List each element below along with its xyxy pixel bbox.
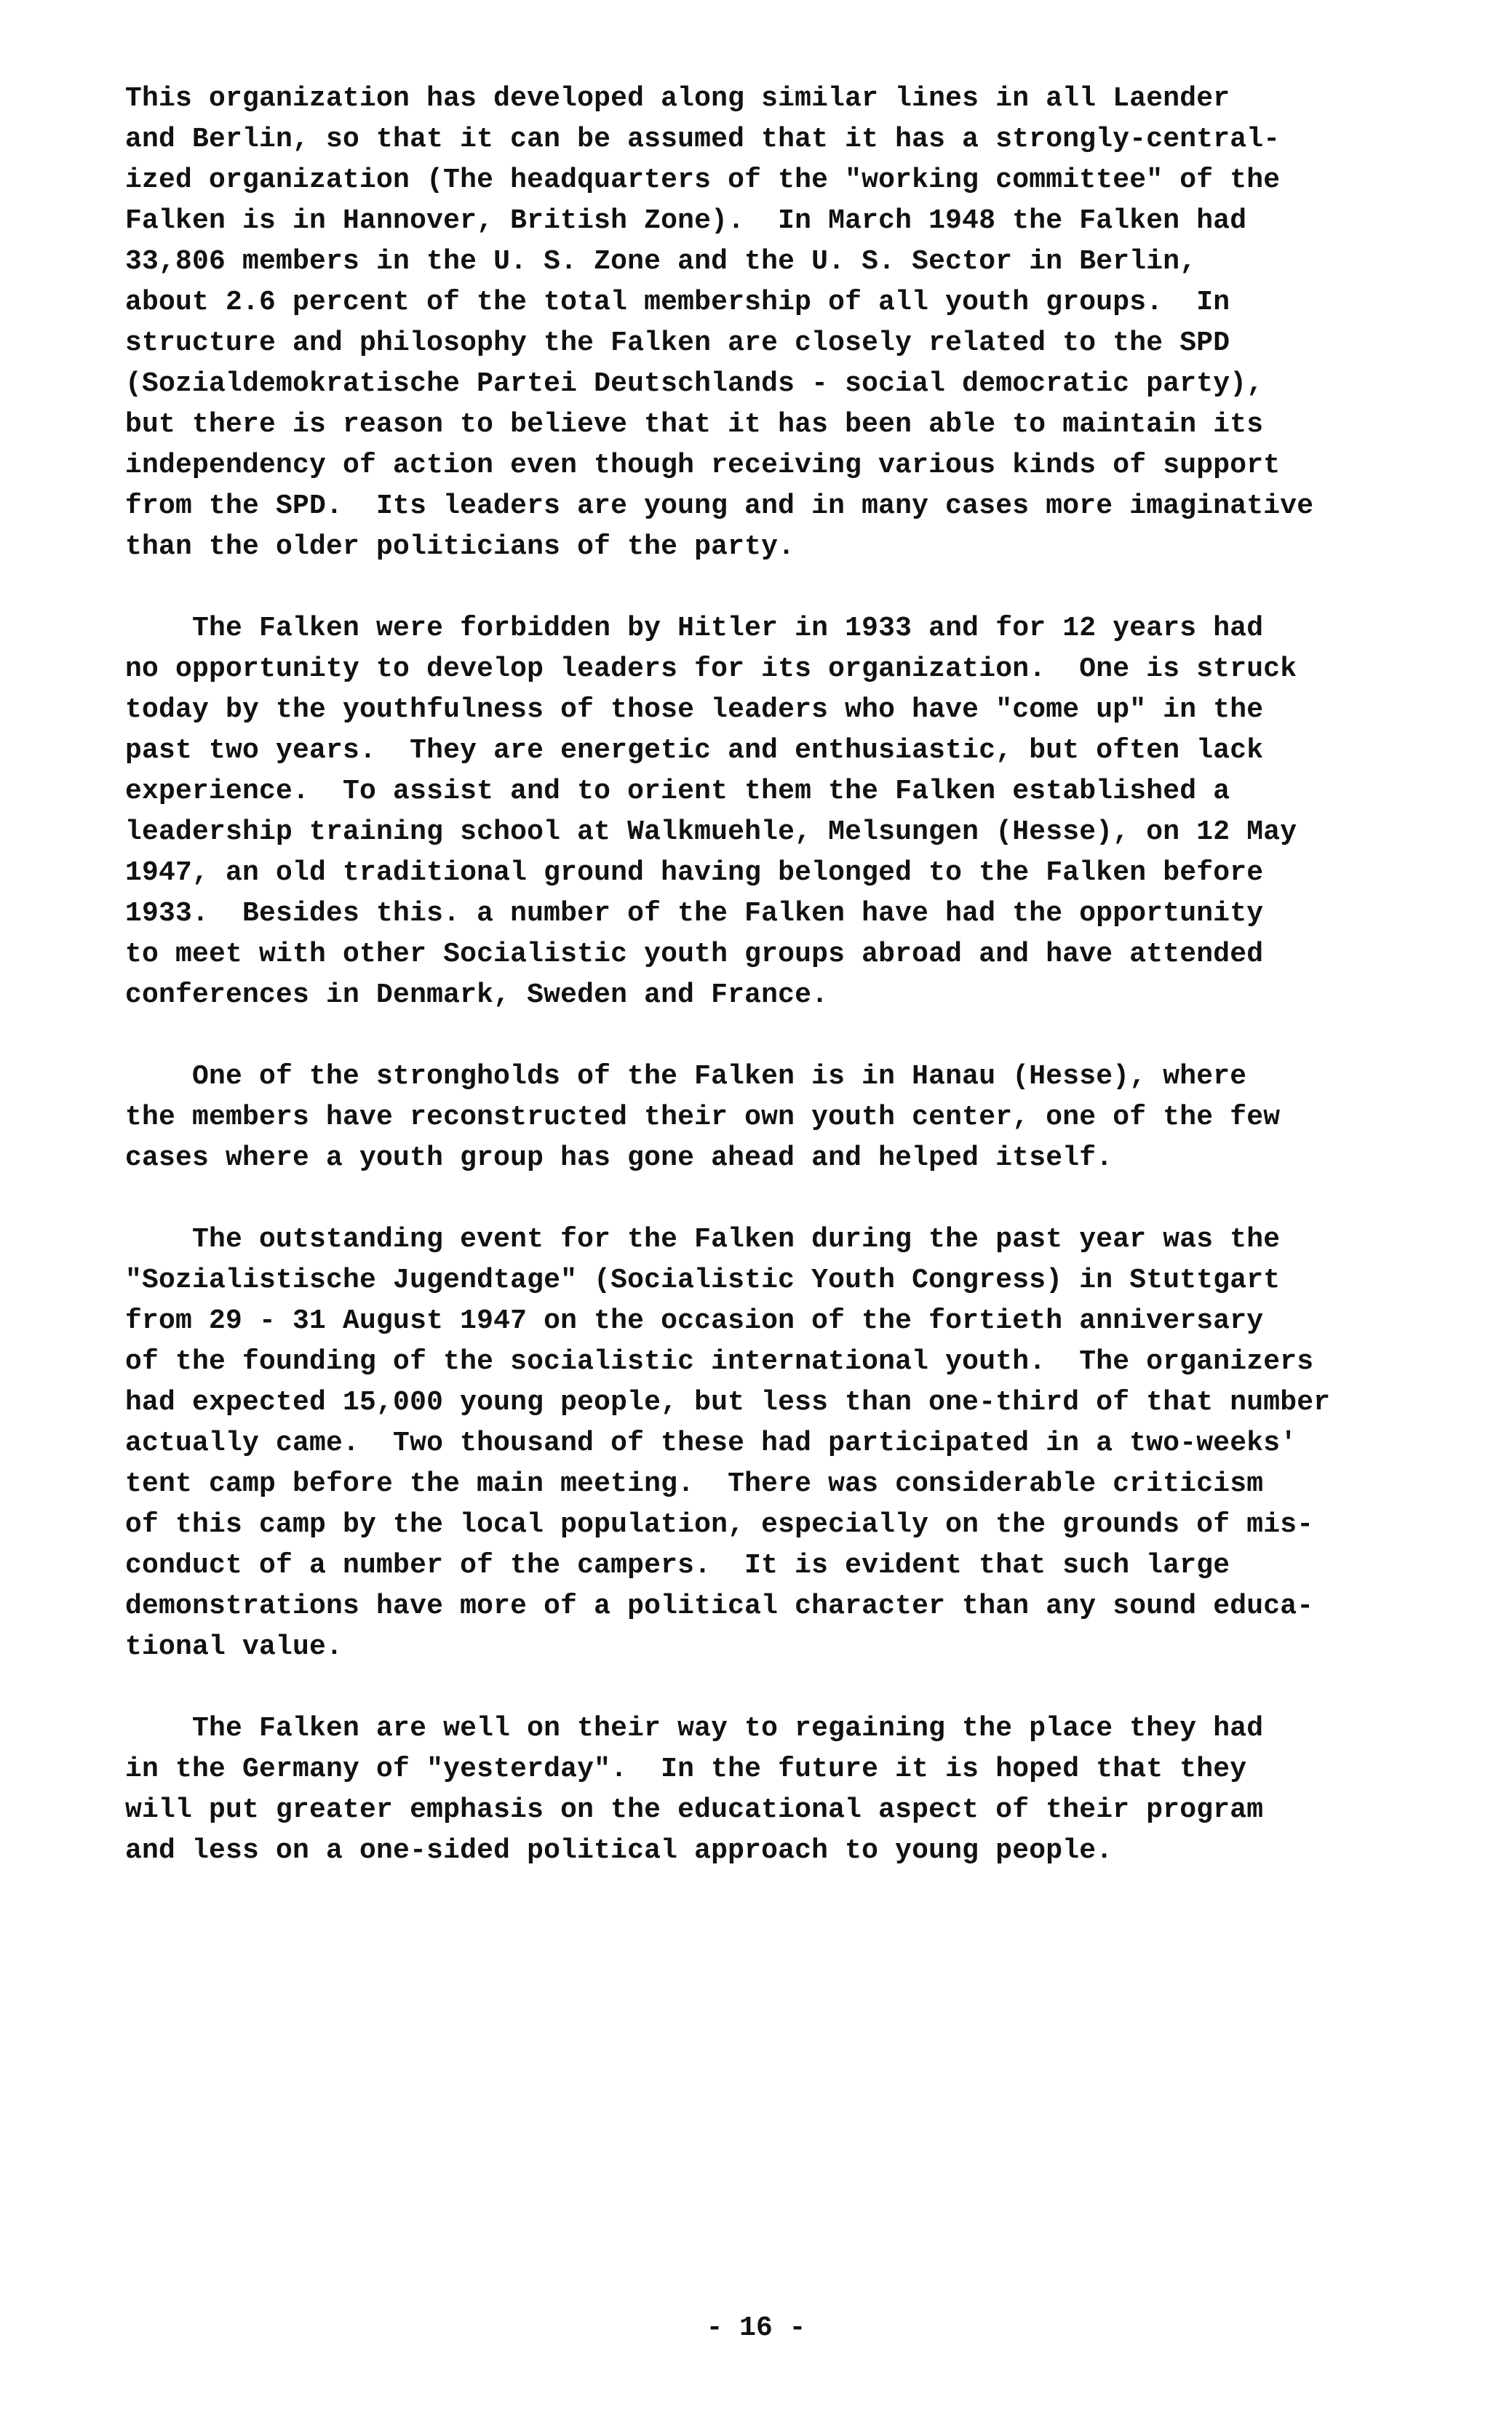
text-line: 1947, an old traditional ground having belonged to the Falken before	[125, 857, 1264, 888]
paragraph-1	[125, 79, 1420, 568]
text-line: conferences in Denmark, Sweden and France.	[125, 979, 829, 1011]
text-line: today by the youthfulness of those leaders who have "come up" in the	[125, 694, 1264, 725]
text-line: 33,806 members in the U. S. Zone and the U. S. Sector in Berlin,	[125, 246, 1197, 277]
text-line: One of the strongholds of the Falken is in Hanau (Hesse), where	[125, 1061, 1247, 1092]
paragraph-4	[125, 1220, 1420, 1668]
text-line: about 2.6 percent of the total membership of all youth groups. In	[125, 287, 1230, 318]
text-line: experience. To assist and to orient them the Falken established a	[125, 776, 1230, 807]
text-line: the members have reconstructed their own youth center, one of the few	[125, 1102, 1281, 1133]
text-line: tent camp before the main meeting. There was considerable criticism	[125, 1468, 1264, 1500]
text-line: This organization has developed along similar lines in all Laender	[125, 83, 1230, 114]
text-line: had expected 15,000 young people, but less than one-third of that number	[125, 1387, 1331, 1418]
text-line: independency of action even though receiving various kinds of support	[125, 450, 1281, 481]
text-line: Falken is in Hannover, British Zone). In March 1948 the Falken had	[125, 205, 1247, 236]
text-line: tional value.	[125, 1631, 343, 1663]
text-line: ized organization (The headquarters of the "working committee" of the	[125, 164, 1281, 196]
text-line: structure and philosophy the Falken are closely related to the SPD	[125, 327, 1230, 359]
body-text	[125, 79, 1420, 1912]
text-line: actually came. Two thousand of these had participated in a two-weeks'	[125, 1428, 1297, 1459]
text-line: (Sozialdemokratische Partei Deutschlands - social democratic party),	[125, 368, 1264, 399]
text-line: and Berlin, so that it can be assumed that it has a strongly-central-	[125, 124, 1281, 155]
text-line: and less on a one-sided political approach to young people.	[125, 1835, 1113, 1866]
paragraph-2	[125, 608, 1420, 1016]
text-line: no opportunity to develop leaders for its organization. One is struck	[125, 653, 1297, 685]
text-line: The Falken are well on their way to regaining the place they had	[125, 1713, 1264, 1744]
text-line: leadership training school at Walkmuehle, Melsungen (Hesse), on 12 May	[125, 816, 1297, 848]
text-line: of the founding of the socialistic international youth. The organizers	[125, 1346, 1314, 1377]
text-line: demonstrations have more of a political character than any sound educa-	[125, 1591, 1314, 1622]
text-line: in the Germany of "yesterday". In the future it is hoped that they	[125, 1754, 1247, 1785]
text-line: The Falken were forbidden by Hitler in 1933 and for 12 years had	[125, 613, 1264, 644]
text-line: from 29 - 31 August 1947 on the occasion of the fortieth anniversary	[125, 1305, 1264, 1337]
text-line: than the older politicians of the party.	[125, 531, 795, 562]
page-number: - 16 -	[706, 2312, 806, 2344]
paragraph-3	[125, 1057, 1420, 1179]
text-line: "Sozialistische Jugendtage" (Socialistic Youth Congress) in Stuttgart	[125, 1265, 1281, 1296]
text-line: The outstanding event for the Falken during the past year was the	[125, 1224, 1281, 1255]
text-line: to meet with other Socialistic youth groups abroad and have attended	[125, 939, 1264, 970]
text-line: from the SPD. Its leaders are young and in many cases more imaginative	[125, 490, 1314, 522]
text-line: but there is reason to believe that it has been able to maintain its	[125, 409, 1264, 440]
text-line: past two years. They are energetic and enthusiastic, but often lack	[125, 735, 1264, 766]
text-line: will put greater emphasis on the educational aspect of their program	[125, 1794, 1264, 1826]
paragraph-5	[125, 1708, 1420, 1871]
text-line: cases where a youth group has gone ahead and helped itself.	[125, 1142, 1113, 1174]
text-line: conduct of a number of the campers. It is evident that such large	[125, 1550, 1230, 1581]
text-line: 1933. Besides this. a number of the Falken have had the opportunity	[125, 898, 1264, 929]
text-line: of this camp by the local population, especially on the grounds of mis-	[125, 1509, 1314, 1540]
